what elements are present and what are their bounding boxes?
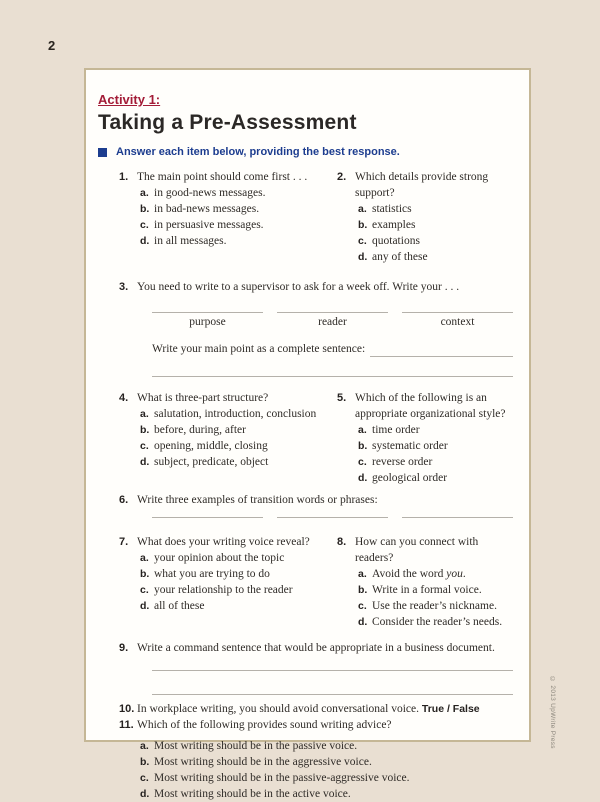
question-6 [119,492,513,508]
answer-option: a. Most writing should be in the passive voice. [140,740,358,752]
question-text: How can you connect with readers? [355,536,479,564]
answer-blank-line [370,343,513,357]
answer-option: b. before, during, after [140,424,246,436]
true-false-choices: True / False [421,703,480,715]
question-number: 2. [337,171,347,183]
answer-blank-line [152,516,263,518]
answer-option: a. Avoid the word you. [358,568,466,580]
answer-blank-line [152,311,263,313]
question-number: 10. [119,703,135,715]
question-7 [119,534,337,630]
question-text: Which details provide strong support? [355,171,489,199]
page-title: Taking a Pre-Assessment [98,111,357,134]
question-number: 7. [119,536,129,548]
answer-option: c. your relationship to the reader [140,584,293,596]
answer-option: d. all of these [140,600,205,612]
answer-blank-line [402,311,513,313]
answer-blank-line [402,516,513,518]
answer-option: d. any of these [358,251,428,263]
question-4 [119,390,337,486]
question-8 [337,534,513,630]
questions-list [119,169,513,802]
blank-labels-row [152,316,513,328]
answer-option: b. Write in a formal voice. [358,584,482,596]
copyright-sidebar-text: © 2013 UpWrite Press [549,676,556,749]
question-number: 3. [119,281,129,293]
answer-blank-line [277,516,388,518]
answer-option: c. in persuasive messages. [140,219,264,231]
question-row-7-8 [119,534,513,630]
answer-blank-line [152,375,513,377]
question-text: Which of the following provides sound writing advice? [137,719,392,731]
question-9 [119,640,513,656]
question-text: Write a command sentence that would be appropriate in a business document. [137,642,495,654]
question-text: Which of the following is an appropriate organizational style? [355,392,506,420]
blank-label-context: context [440,316,475,328]
question-row-1-2 [119,169,513,265]
answer-option: c. Use the reader’s nickname. [358,600,497,612]
answer-option: a. time order [358,424,420,436]
question-text: Write three examples of transition words or phrases: [137,494,378,506]
answer-blanks-row [152,311,513,313]
answer-option: c. reverse order [358,456,433,468]
answer-option: d. Consider the reader’s needs. [358,616,503,628]
question-1 [119,169,337,265]
answer-option: d. Most writing should be in the active voice. [140,788,351,800]
answer-blank-line [152,693,513,695]
answer-option: b. systematic order [358,440,448,452]
question-text: What does your writing voice reveal? [137,536,310,548]
question-number: 1. [119,171,129,183]
question-number: 9. [119,642,129,654]
answer-option: d. in all messages. [140,235,227,247]
square-bullet-icon [98,148,107,157]
question-number: 11. [119,719,134,731]
blank-label-reader: reader [318,316,347,328]
question-number: 5. [337,392,347,404]
question-10 [119,701,513,717]
page-number: 2 [48,38,56,53]
directive-row [98,146,513,158]
answer-blank-line [152,669,513,671]
question-3 [119,279,513,295]
worksheet-page [84,68,531,800]
answer-option: c. quotations [358,235,420,247]
activity-label: Activity 1: [98,92,161,107]
question-text: What is three-part structure? [137,392,269,404]
answer-option: c. opening, middle, closing [140,440,268,452]
answer-option: c. Most writing should be in the passive-aggressive voice. [140,772,410,784]
answer-option: b. in bad-news messages. [140,203,260,215]
question-row-4-5 [119,390,513,486]
question-11 [119,717,513,802]
question-5 [337,390,513,486]
directive-text: Answer each item below, providing the best response. [116,146,400,158]
question-number: 8. [337,536,347,548]
answer-option: d. geological order [358,472,448,484]
answer-option: a. in good-news messages. [140,187,266,199]
answer-option: a. statistics [358,203,412,215]
blank-label-purpose: purpose [189,316,226,328]
answer-option: a. salutation, introduction, conclusion [140,408,317,420]
answer-option: a. your opinion about the topic [140,552,285,564]
answer-blanks-row [152,516,513,518]
answer-blank-line [277,311,388,313]
question-number: 4. [119,392,129,404]
answer-option: b. what you are trying to do [140,568,270,580]
answer-option: d. subject, predicate, object [140,456,269,468]
answer-option: b. Most writing should be in the aggressive voice. [140,756,372,768]
main-point-prompt: Write your main point as a complete sentence: [152,343,366,355]
question-2 [337,169,513,265]
question-text: You need to write to a supervisor to ask for a week off. Write your . . . [137,281,460,293]
question-text: The main point should come first . . . [137,171,308,183]
question-number: 6. [119,494,129,506]
question-text: In workplace writing, you should avoid conversational voice. [137,703,419,715]
answer-option: b. examples [358,219,416,231]
main-point-prompt-row [152,342,513,357]
